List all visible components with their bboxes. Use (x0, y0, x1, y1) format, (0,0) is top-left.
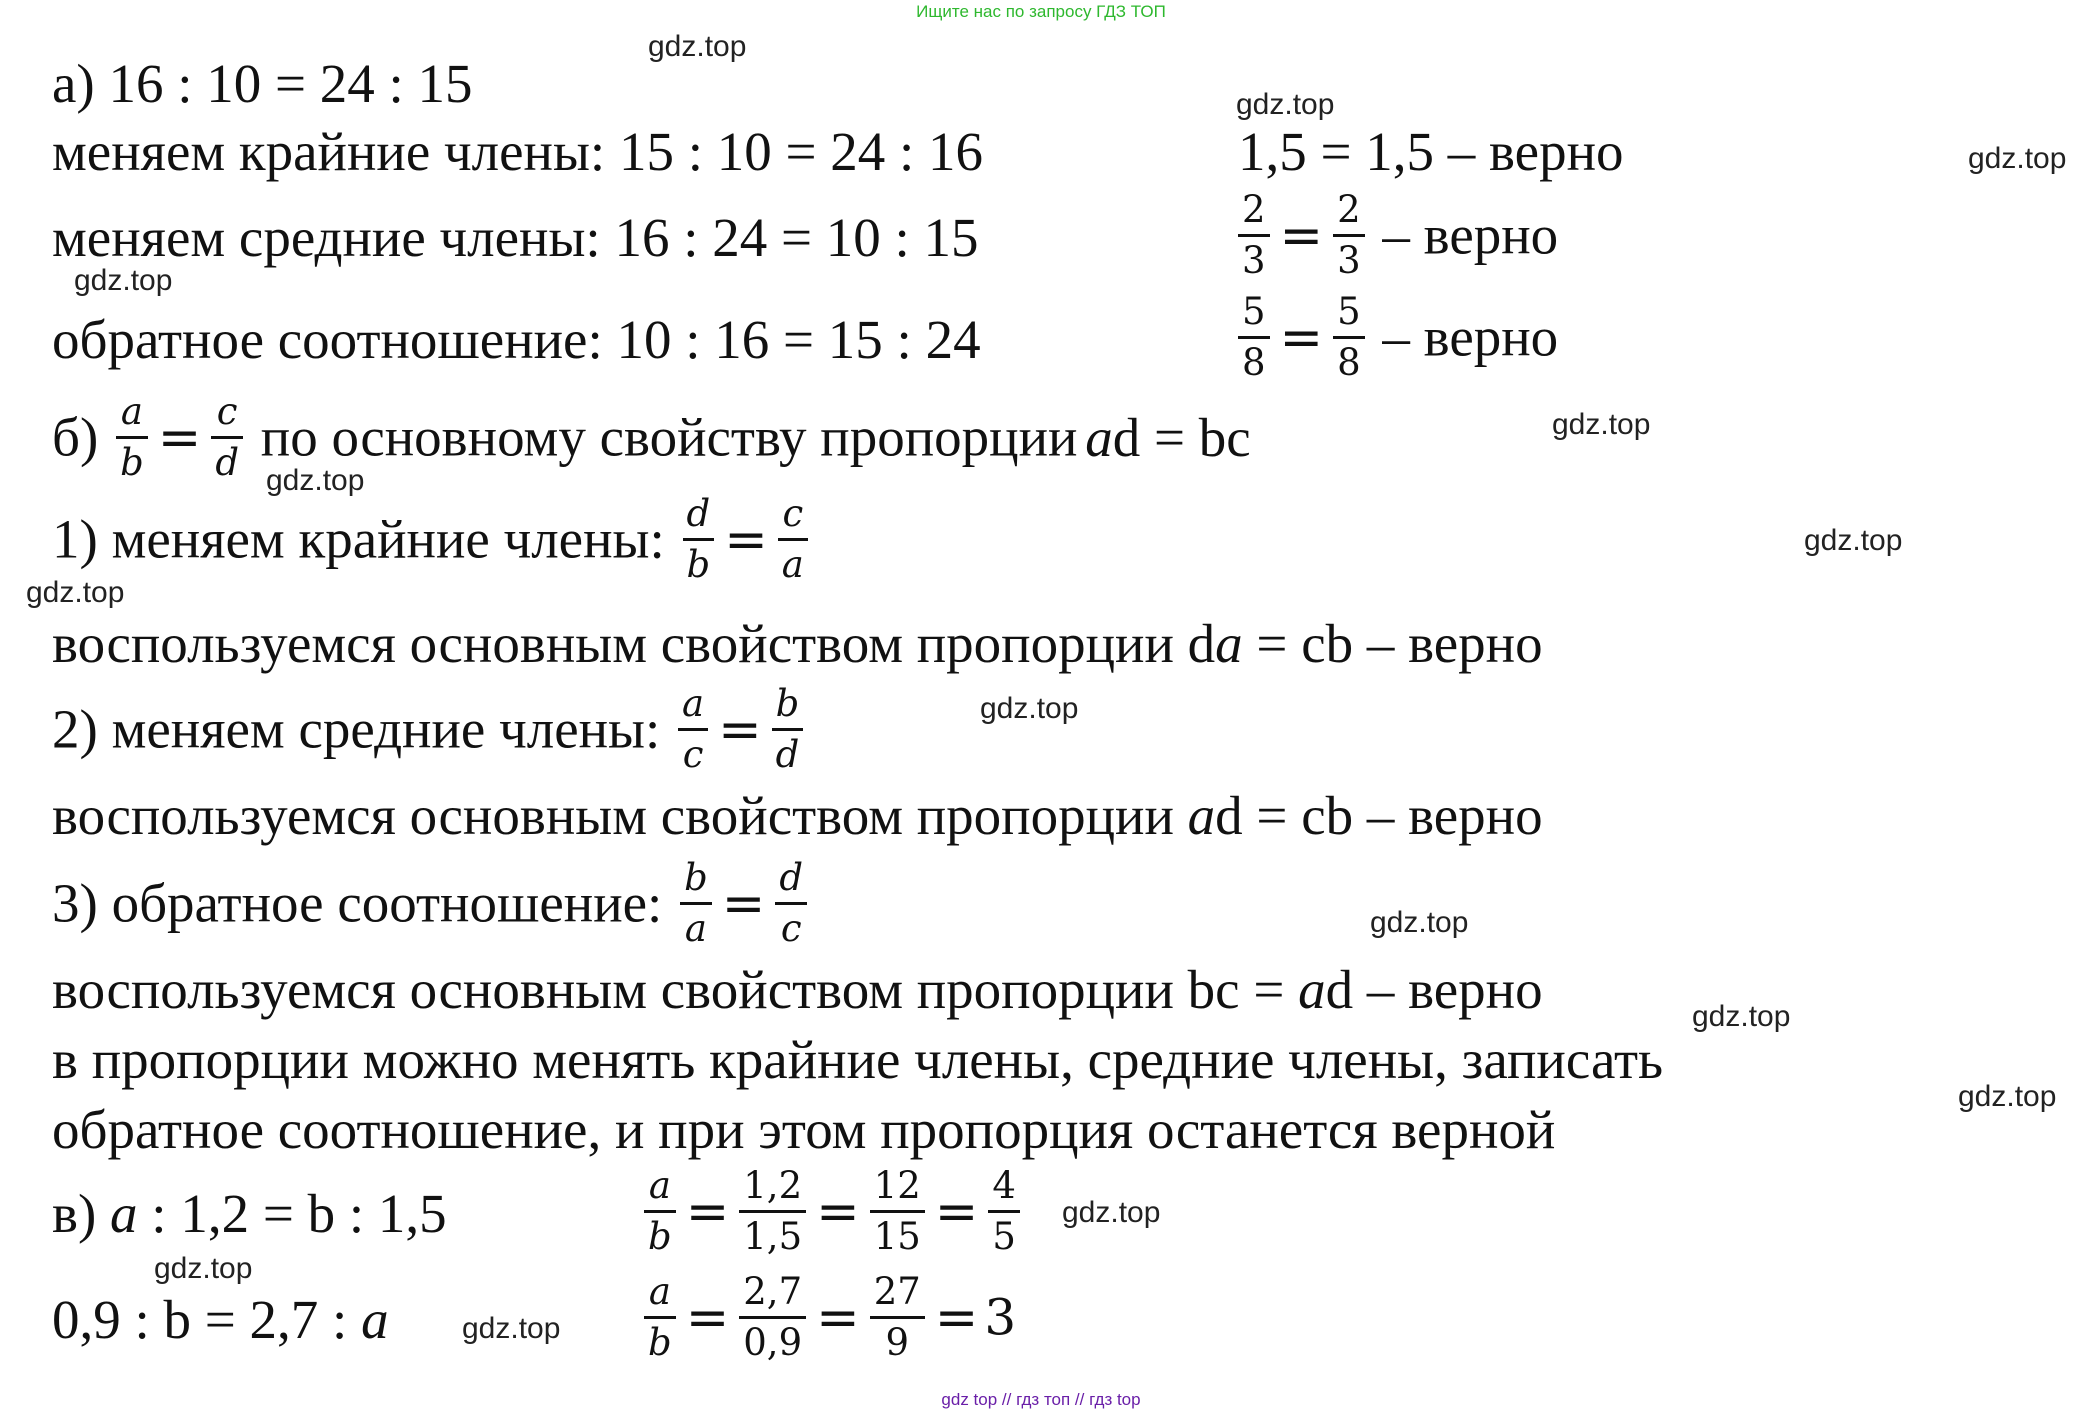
watermark: gdz.top (462, 1312, 561, 1345)
result-value: 3 (984, 1288, 1017, 1347)
watermark: gdz.top (26, 576, 125, 609)
part-b-step2-conclusion: воспользуемся основным свойством пропорции ad = cb – верно (52, 785, 1543, 846)
part-b-step1: 1) меняем крайние члены: $\frac{d}{b}$ = $\frac{c}{a}$ (52, 492, 812, 587)
watermark: gdz.top (1968, 142, 2067, 175)
bottom-banner: gdz top // гдз топ // гдз top (941, 1390, 1141, 1409)
watermark: gdz.top (74, 264, 173, 297)
part-v-line2-left: 0,9 : b = 2,7 : a (52, 1289, 389, 1350)
watermark: gdz.top (1062, 1196, 1161, 1229)
fraction: $\frac{27}{9}$ (870, 1270, 925, 1365)
part-b-summary-2: обратное соотношение, и при этом пропорция останется верной (52, 1099, 1556, 1160)
watermark: gdz.top (1692, 1000, 1791, 1033)
fraction: $\frac{a}{b}$ (644, 1164, 676, 1259)
watermark: gdz.top (154, 1252, 253, 1285)
watermark: gdz.top (1236, 88, 1335, 121)
part-a-line2-right: 1,5 = 1,5 – верно (1238, 121, 1624, 182)
fraction: $\frac{5}{8}$ (1333, 290, 1365, 385)
watermark: gdz.top (1804, 524, 1903, 557)
fraction: $\frac{a}{b}$ (644, 1270, 676, 1365)
part-a-line4-right: $\frac{5}{8}$ = $\frac{5}{8}$ – верно (1234, 290, 1558, 385)
top-banner: Ищите нас по запросу ГДЗ ТОП (916, 2, 1166, 21)
fraction: $\frac{a}{c}$ (678, 682, 708, 777)
fraction: $\frac{c}{d}$ (211, 390, 243, 485)
fraction: $\frac{2}{3}$ (1238, 188, 1270, 283)
fraction: $\frac{2,7}{0,9}$ (739, 1270, 806, 1365)
fraction: $\frac{d}{c}$ (775, 856, 807, 951)
fraction: $\frac{1,2}{1,5}$ (739, 1164, 806, 1259)
watermark: gdz.top (1552, 408, 1651, 441)
part-v-line1-left: в) a : 1,2 = b : 1,5 (52, 1183, 447, 1244)
part-b-step1-conclusion: воспользуемся основным свойством пропорции da = cb – верно (52, 613, 1543, 674)
fraction: $\frac{12}{15}$ (870, 1164, 925, 1259)
fraction: $\frac{a}{b}$ (116, 390, 148, 485)
watermark: gdz.top (648, 30, 747, 63)
part-b-summary-1: в пропорции можно менять крайние члены, средние члены, записать (52, 1029, 1664, 1090)
part-b-step2: 2) меняем средние члены: $\frac{a}{c}$ = $\frac{b}{d}$ (52, 682, 807, 777)
part-b-step3-conclusion: воспользуемся основным свойством пропорции bc = ad – верно (52, 959, 1543, 1020)
part-b-step3: 3) обратное соотношение: $\frac{b}{a}$ = $\frac{d}{c}$ (52, 856, 811, 951)
fraction: $\frac{2}{3}$ (1333, 188, 1365, 283)
part-a-line1: а) 16 : 10 = 24 : 15 (52, 53, 473, 114)
watermark: gdz.top (1958, 1080, 2057, 1113)
part-v-line1-fracs: $\frac{a}{b}$ = $\frac{1,2}{1,5}$ = $\frac{12}{15}$ = $\frac{4}{5}$ (640, 1164, 1024, 1259)
watermark: gdz.top (1370, 906, 1469, 939)
part-a-line3-left: меняем средние члены: 16 : 24 = 10 : 15 (52, 207, 979, 268)
part-a-line2-left: меняем крайние члены: 15 : 10 = 24 : 16 (52, 121, 984, 182)
fraction: $\frac{c}{a}$ (778, 492, 808, 587)
fraction: $\frac{5}{8}$ (1238, 290, 1270, 385)
fraction: $\frac{b}{d}$ (772, 682, 804, 777)
part-a-line4-left: обратное соотношение: 10 : 16 = 15 : 24 (52, 309, 981, 370)
watermark: gdz.top (980, 692, 1079, 725)
part-b-statement: б) $\frac{a}{b}$ = $\frac{c}{d}$ по основному свойству пропорции ad = bc (52, 390, 1251, 484)
watermark: gdz.top (266, 464, 365, 497)
part-a-line3-right: $\frac{2}{3}$ = $\frac{2}{3}$ – верно (1234, 188, 1558, 283)
fraction: $\frac{4}{5}$ (988, 1164, 1020, 1259)
part-v-line2-fracs: $\frac{a}{b}$ = $\frac{2,7}{0,9}$ = $\frac{27}{9}$ = 3 (640, 1270, 1016, 1365)
fraction: $\frac{d}{b}$ (683, 492, 715, 587)
fraction: $\frac{b}{a}$ (680, 856, 712, 951)
